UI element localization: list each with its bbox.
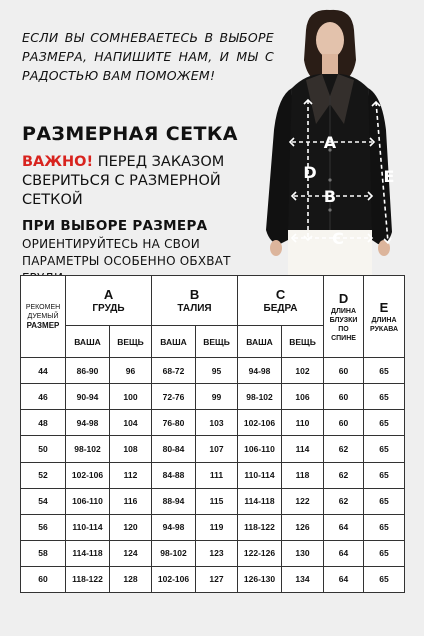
size-table	[20, 275, 405, 593]
table-row	[21, 410, 405, 436]
table-cell: 106-110	[238, 436, 282, 462]
size-cell: 54	[21, 488, 66, 514]
warning-line: СЕТКОЙ	[22, 192, 83, 208]
table-cell: 104	[110, 410, 152, 436]
table-cell: 64	[324, 540, 364, 566]
table-cell: 110-114	[66, 514, 110, 540]
table-cell: 65	[364, 384, 405, 410]
table-cell: 90-94	[66, 384, 110, 410]
size-cell: 44	[21, 358, 66, 384]
table-row	[21, 462, 405, 488]
subheader-item: ВЕЩЬ	[282, 326, 324, 358]
table-cell: 134	[282, 566, 324, 592]
choose-size-title: ПРИ ВЫБОРЕ РАЗМЕРА	[22, 218, 208, 234]
table-cell: 62	[324, 436, 364, 462]
table-cell: 64	[324, 514, 364, 540]
size-cell: 58	[21, 540, 66, 566]
table-row	[21, 436, 405, 462]
table-cell: 65	[364, 488, 405, 514]
table-cell: 102-106	[238, 410, 282, 436]
table-cell: 65	[364, 462, 405, 488]
model-neck	[322, 54, 338, 76]
table-cell: 60	[324, 410, 364, 436]
size-chart-title: РАЗМЕРНАЯ СЕТКА	[22, 123, 238, 145]
table-cell: 127	[196, 566, 238, 592]
table-cell: 119	[196, 514, 238, 540]
table-cell: 64	[324, 566, 364, 592]
table-cell: 98-102	[238, 384, 282, 410]
header-sleeve-length: E ДЛИНА РУКАВА	[364, 276, 405, 358]
table-cell: 68-72	[152, 358, 196, 384]
warning-label: ВАЖНО!	[22, 154, 94, 170]
table-cell: 114	[282, 436, 324, 462]
table-cell: 94-98	[152, 514, 196, 540]
table-cell: 114-118	[238, 488, 282, 514]
table-cell: 111	[196, 462, 238, 488]
table-cell: 80-84	[152, 436, 196, 462]
table-row	[21, 566, 405, 592]
header-group-waist: B ТАЛИЯ	[152, 276, 238, 326]
table-row	[21, 358, 405, 384]
table-cell: 122	[282, 488, 324, 514]
intro-line: РАДОСТЬЮ ВАМ ПОМОЖЕМ!	[22, 68, 216, 83]
table-cell: 130	[282, 540, 324, 566]
table-cell: 100	[110, 384, 152, 410]
table-cell: 126-130	[238, 566, 282, 592]
table-cell: 76-80	[152, 410, 196, 436]
table-cell: 98-102	[152, 540, 196, 566]
table-cell: 88-94	[152, 488, 196, 514]
warning-block	[22, 153, 232, 210]
table-cell: 106	[282, 384, 324, 410]
table-cell: 115	[196, 488, 238, 514]
table-cell: 65	[364, 514, 405, 540]
header-group-hips: C БЕДРА	[238, 276, 324, 326]
table-cell: 110-114	[238, 462, 282, 488]
table-cell: 103	[196, 410, 238, 436]
intro-line: РАЗМЕРА, НАПИШИТЕ НАМ, И МЫ С	[22, 49, 274, 64]
table-cell: 65	[364, 540, 405, 566]
size-cell: 46	[21, 384, 66, 410]
table-cell: 86-90	[66, 358, 110, 384]
size-cell: 56	[21, 514, 66, 540]
table-cell: 60	[324, 384, 364, 410]
table-cell: 65	[364, 566, 405, 592]
subheader-item: ВЕЩЬ	[196, 326, 238, 358]
table-cell: 102	[282, 358, 324, 384]
table-cell: 118-122	[66, 566, 110, 592]
table-cell: 107	[196, 436, 238, 462]
size-cell: 48	[21, 410, 66, 436]
table-cell: 60	[324, 358, 364, 384]
table-cell: 118	[282, 462, 324, 488]
table-cell: 98-102	[66, 436, 110, 462]
table-cell: 94-98	[238, 358, 282, 384]
table-cell: 126	[282, 514, 324, 540]
table-cell: 94-98	[66, 410, 110, 436]
model-figure	[236, 0, 424, 278]
table-cell: 108	[110, 436, 152, 462]
table-cell: 99	[196, 384, 238, 410]
table-cell: 120	[110, 514, 152, 540]
header-group-chest: A ГРУДЬ	[66, 276, 152, 326]
model-left-sleeve	[266, 88, 292, 244]
size-cell: 50	[21, 436, 66, 462]
measure-label-b: B	[323, 187, 337, 206]
table-cell: 102-106	[152, 566, 196, 592]
table-cell: 65	[364, 358, 405, 384]
warning-line: СВЕРИТЬСЯ С РАЗМЕРНОЙ	[22, 173, 221, 189]
subheader-item: ВЕЩЬ	[110, 326, 152, 358]
table-cell: 112	[110, 462, 152, 488]
choose-size-line: ПАРАМЕТРЫ ОСОБЕННО ОБХВАТ	[22, 254, 231, 268]
table-cell: 62	[324, 462, 364, 488]
subheader-yours: ВАША	[66, 326, 110, 358]
table-row	[21, 384, 405, 410]
table-cell: 84-88	[152, 462, 196, 488]
measure-label-d: D	[303, 163, 317, 182]
header-back-length: D ДЛИНА БЛУЗКИ ПО СПИНЕ	[324, 276, 364, 358]
table-cell: 95	[196, 358, 238, 384]
choose-size-line: ОРИЕНТИРУЙТЕСЬ НА СВОИ	[22, 237, 200, 251]
table-cell: 72-76	[152, 384, 196, 410]
table-cell: 128	[110, 566, 152, 592]
subheader-yours: ВАША	[238, 326, 282, 358]
table-row	[21, 488, 405, 514]
table-cell: 124	[110, 540, 152, 566]
measure-label-c: C	[332, 229, 344, 248]
model-face	[316, 22, 344, 58]
table-cell: 102-106	[66, 462, 110, 488]
table-cell: 62	[324, 488, 364, 514]
subheader-yours: ВАША	[152, 326, 196, 358]
table-cell: 65	[364, 436, 405, 462]
table-cell: 65	[364, 410, 405, 436]
table-cell: 118-122	[238, 514, 282, 540]
table-cell: 114-118	[66, 540, 110, 566]
table-cell: 123	[196, 540, 238, 566]
size-cell: 52	[21, 462, 66, 488]
measure-label-e: E	[383, 167, 395, 186]
table-cell: 116	[110, 488, 152, 514]
table-row	[21, 514, 405, 540]
intro-line: ЕСЛИ ВЫ СОМНЕВАЕТЕСЬ В ВЫБОРЕ	[22, 30, 274, 45]
table-cell: 106-110	[66, 488, 110, 514]
measure-label-a: A	[323, 133, 337, 152]
size-cell: 60	[21, 566, 66, 592]
warning-line: ПЕРЕД ЗАКАЗОМ	[97, 154, 225, 170]
table-cell: 122-126	[238, 540, 282, 566]
table-cell: 110	[282, 410, 324, 436]
header-size: РЕКОМЕН ДУЕМЫЙ РАЗМЕР	[21, 276, 66, 358]
table-row	[21, 540, 405, 566]
table-cell: 96	[110, 358, 152, 384]
